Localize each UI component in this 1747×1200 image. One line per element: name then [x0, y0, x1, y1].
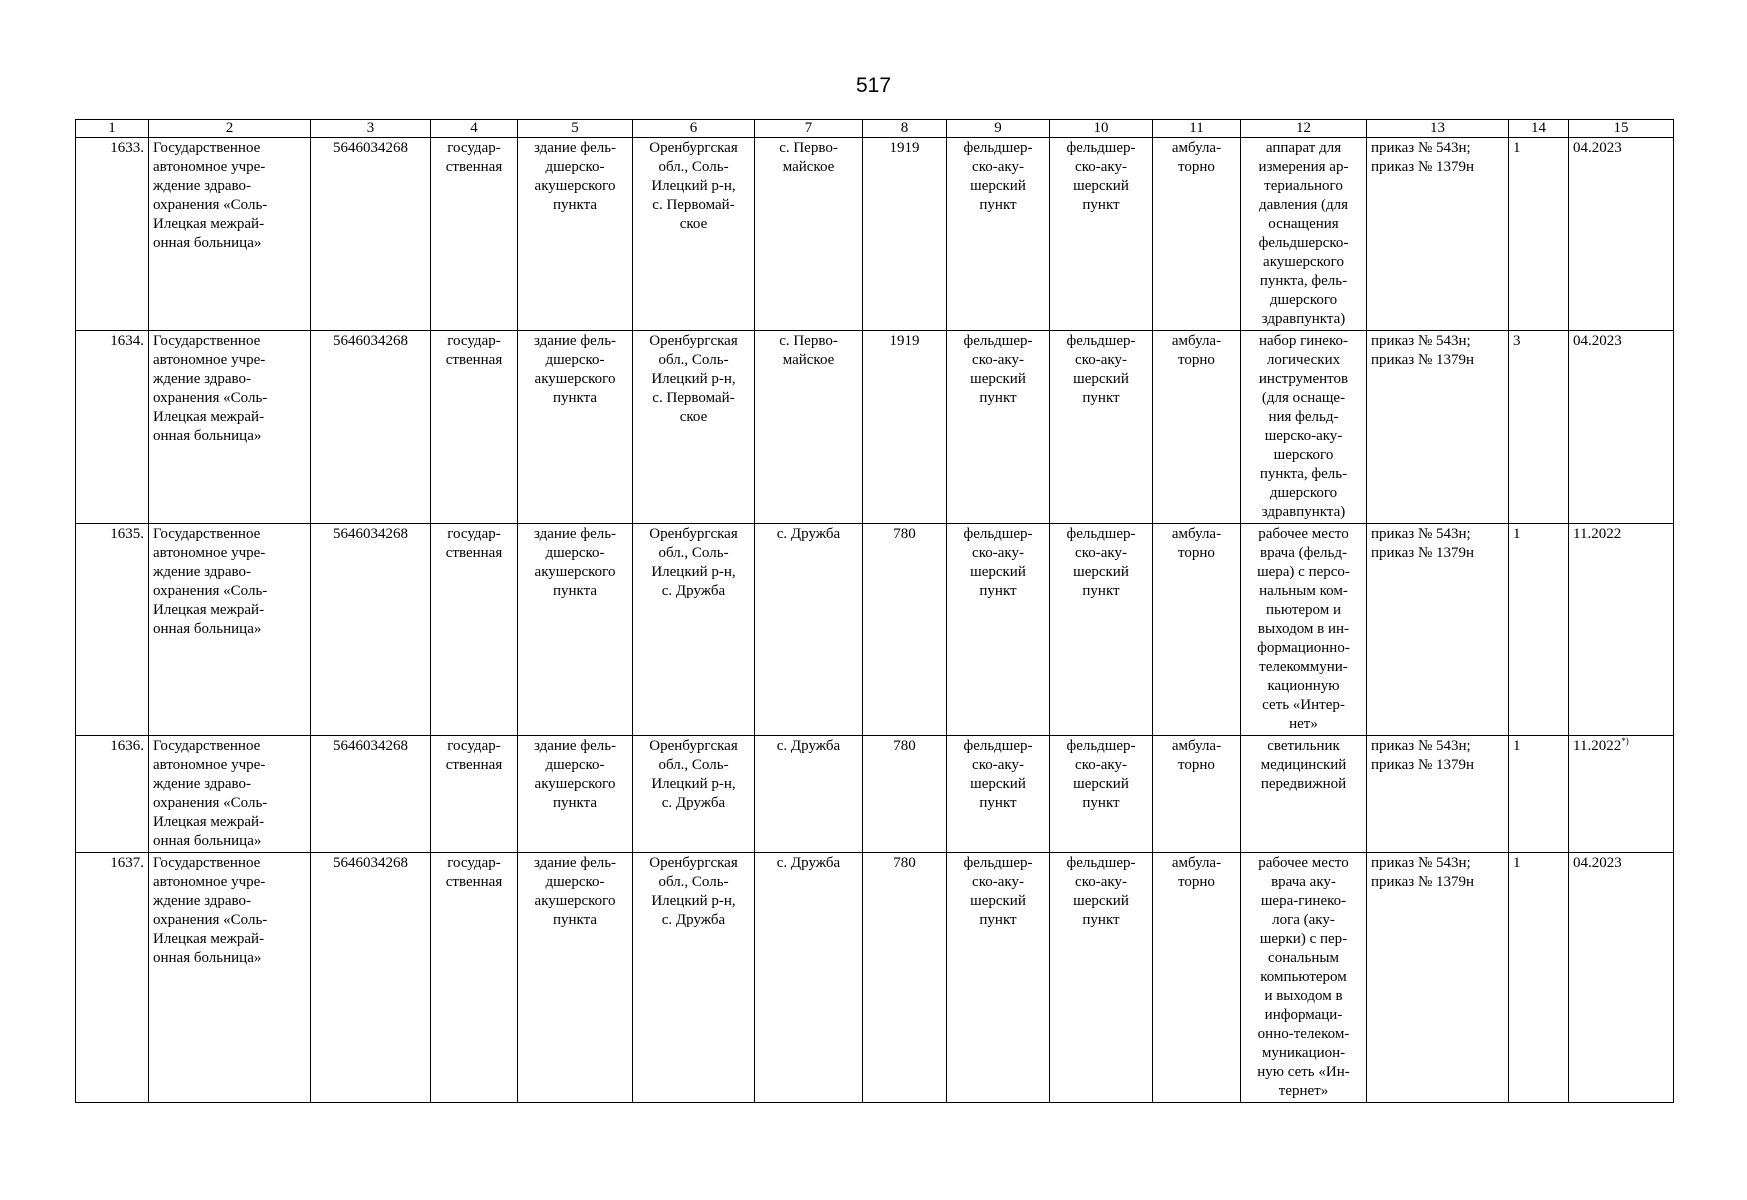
- column-header: 8: [863, 120, 947, 138]
- equipment-cell: рабочее место врача (фельд- шера) с персо- нальным ком- пьютером и выходом в ин- формационно- телекоммуни- кационную сеть «Интер- нет»: [1241, 524, 1367, 736]
- date-value: 04.2023: [1573, 140, 1622, 156]
- facility-subtype-cell: фельдшер- ско-аку- шерский пункт: [1050, 853, 1153, 1103]
- row-number: 1634.: [76, 331, 149, 524]
- quantity-cell: 1: [1509, 524, 1569, 736]
- inn-cell: 5646034268: [311, 853, 431, 1103]
- equipment-cell: аппарат для измерения ар- териального давления (для оснащения фельдшерско- акушерского пункта, фель- дшерского здравпункта): [1241, 138, 1367, 331]
- facility-type-cell: фельдшер- ско-аку- шерский пункт: [947, 524, 1050, 736]
- date-value: 11.2022: [1573, 526, 1622, 542]
- ownership-cell: государ- ственная: [431, 331, 518, 524]
- address-cell: Оренбургская обл., Соль- Илецкий р-н, с. Дружба: [633, 736, 755, 853]
- table-row: [76, 138, 1674, 331]
- column-header: 10: [1050, 120, 1153, 138]
- date-cell: [1569, 736, 1674, 853]
- settlement-cell: с. Перво- майское: [755, 331, 863, 524]
- organization-name: Государственное автономное учре- ждение здраво- охранения «Соль- Илецкая межрай- онная больница»: [149, 853, 311, 1103]
- facility-type-cell: фельдшер- ско-аку- шерский пункт: [947, 331, 1050, 524]
- organization-name: Государственное автономное учре- ждение здраво- охранения «Соль- Илецкая межрай- онная больница»: [149, 524, 311, 736]
- date-footnote: *): [1621, 736, 1629, 746]
- column-header: 4: [431, 120, 518, 138]
- facility-subtype-cell: фельдшер- ско-аку- шерский пункт: [1050, 736, 1153, 853]
- care-conditions-cell: амбула- торно: [1153, 331, 1241, 524]
- population-cell: 1919: [863, 138, 947, 331]
- date-value: 11.2022: [1573, 738, 1622, 754]
- quantity-cell: 1: [1509, 853, 1569, 1103]
- quantity-cell: 3: [1509, 331, 1569, 524]
- column-header: 6: [633, 120, 755, 138]
- column-header: 5: [518, 120, 633, 138]
- ownership-cell: государ- ственная: [431, 524, 518, 736]
- row-number: 1635.: [76, 524, 149, 736]
- column-header: 12: [1241, 120, 1367, 138]
- order-cell: приказ № 543н; приказ № 1379н: [1367, 853, 1509, 1103]
- order-cell: приказ № 543н; приказ № 1379н: [1367, 331, 1509, 524]
- column-header: 1: [76, 120, 149, 138]
- quantity-cell: 1: [1509, 736, 1569, 853]
- table-row: [76, 331, 1674, 524]
- column-header: 3: [311, 120, 431, 138]
- column-header: 7: [755, 120, 863, 138]
- settlement-cell: с. Перво- майское: [755, 138, 863, 331]
- address-cell: Оренбургская обл., Соль- Илецкий р-н, с. Первомай- ское: [633, 138, 755, 331]
- building-cell: здание фель- дшерско- акушерского пункта: [518, 138, 633, 331]
- row-number: 1633.: [76, 138, 149, 331]
- quantity-cell: 1: [1509, 138, 1569, 331]
- settlement-cell: с. Дружба: [755, 524, 863, 736]
- column-header: 2: [149, 120, 311, 138]
- address-cell: Оренбургская обл., Соль- Илецкий р-н, с. Дружба: [633, 853, 755, 1103]
- column-header: 11: [1153, 120, 1241, 138]
- facility-type-cell: фельдшер- ско-аку- шерский пункт: [947, 138, 1050, 331]
- building-cell: здание фель- дшерско- акушерского пункта: [518, 524, 633, 736]
- inn-cell: 5646034268: [311, 736, 431, 853]
- table-row: [76, 736, 1674, 853]
- facility-type-cell: фельдшер- ско-аку- шерский пункт: [947, 736, 1050, 853]
- facility-subtype-cell: фельдшер- ско-аку- шерский пункт: [1050, 138, 1153, 331]
- column-header: 14: [1509, 120, 1569, 138]
- care-conditions-cell: амбула- торно: [1153, 736, 1241, 853]
- equipment-cell: набор гинеко- логических инструментов (для оснаще- ния фельд- шерско-аку- шерского пункта, фель- дшерского здравпункта): [1241, 331, 1367, 524]
- inn-cell: 5646034268: [311, 138, 431, 331]
- equipment-cell: рабочее место врача аку- шера-гинеко- лога (аку- шерки) с пер- сональным компьютером и выходом в информаци- онно-телеком- муникацион- ную сеть «Ин- тернет»: [1241, 853, 1367, 1103]
- settlement-cell: с. Дружба: [755, 736, 863, 853]
- building-cell: здание фель- дшерско- акушерского пункта: [518, 853, 633, 1103]
- table-row: [76, 853, 1674, 1103]
- date-cell: [1569, 331, 1674, 524]
- page-number: 517: [855, 74, 892, 97]
- equipment-cell: светильник медицинский передвижной: [1241, 736, 1367, 853]
- care-conditions-cell: амбула- торно: [1153, 524, 1241, 736]
- table-row: [76, 524, 1674, 736]
- column-header-row: [76, 120, 1674, 138]
- inn-cell: 5646034268: [311, 524, 431, 736]
- ownership-cell: государ- ственная: [431, 853, 518, 1103]
- date-cell: [1569, 853, 1674, 1103]
- address-cell: Оренбургская обл., Соль- Илецкий р-н, с. Дружба: [633, 524, 755, 736]
- inn-cell: 5646034268: [311, 331, 431, 524]
- registry-table: [75, 119, 1674, 1103]
- date-cell: [1569, 138, 1674, 331]
- care-conditions-cell: амбула- торно: [1153, 853, 1241, 1103]
- date-cell: [1569, 524, 1674, 736]
- order-cell: приказ № 543н; приказ № 1379н: [1367, 736, 1509, 853]
- organization-name: Государственное автономное учре- ждение здраво- охранения «Соль- Илецкая межрай- онная больница»: [149, 331, 311, 524]
- date-value: 04.2023: [1573, 333, 1622, 349]
- facility-subtype-cell: фельдшер- ско-аку- шерский пункт: [1050, 331, 1153, 524]
- column-header: 9: [947, 120, 1050, 138]
- population-cell: 780: [863, 736, 947, 853]
- building-cell: здание фель- дшерско- акушерского пункта: [518, 736, 633, 853]
- order-cell: приказ № 543н; приказ № 1379н: [1367, 138, 1509, 331]
- column-header: 15: [1569, 120, 1674, 138]
- row-number: 1637.: [76, 853, 149, 1103]
- row-number: 1636.: [76, 736, 149, 853]
- order-cell: приказ № 543н; приказ № 1379н: [1367, 524, 1509, 736]
- population-cell: 780: [863, 853, 947, 1103]
- facility-subtype-cell: фельдшер- ско-аку- шерский пункт: [1050, 524, 1153, 736]
- building-cell: здание фель- дшерско- акушерского пункта: [518, 331, 633, 524]
- facility-type-cell: фельдшер- ско-аку- шерский пункт: [947, 853, 1050, 1103]
- address-cell: Оренбургская обл., Соль- Илецкий р-н, с. Первомай- ское: [633, 331, 755, 524]
- column-header: 13: [1367, 120, 1509, 138]
- settlement-cell: с. Дружба: [755, 853, 863, 1103]
- date-value: 04.2023: [1573, 855, 1622, 871]
- population-cell: 780: [863, 524, 947, 736]
- care-conditions-cell: амбула- торно: [1153, 138, 1241, 331]
- organization-name: Государственное автономное учре- ждение здраво- охранения «Соль- Илецкая межрай- онная больница»: [149, 138, 311, 331]
- organization-name: Государственное автономное учре- ждение здраво- охранения «Соль- Илецкая межрай- онная больница»: [149, 736, 311, 853]
- ownership-cell: государ- ственная: [431, 138, 518, 331]
- ownership-cell: государ- ственная: [431, 736, 518, 853]
- population-cell: 1919: [863, 331, 947, 524]
